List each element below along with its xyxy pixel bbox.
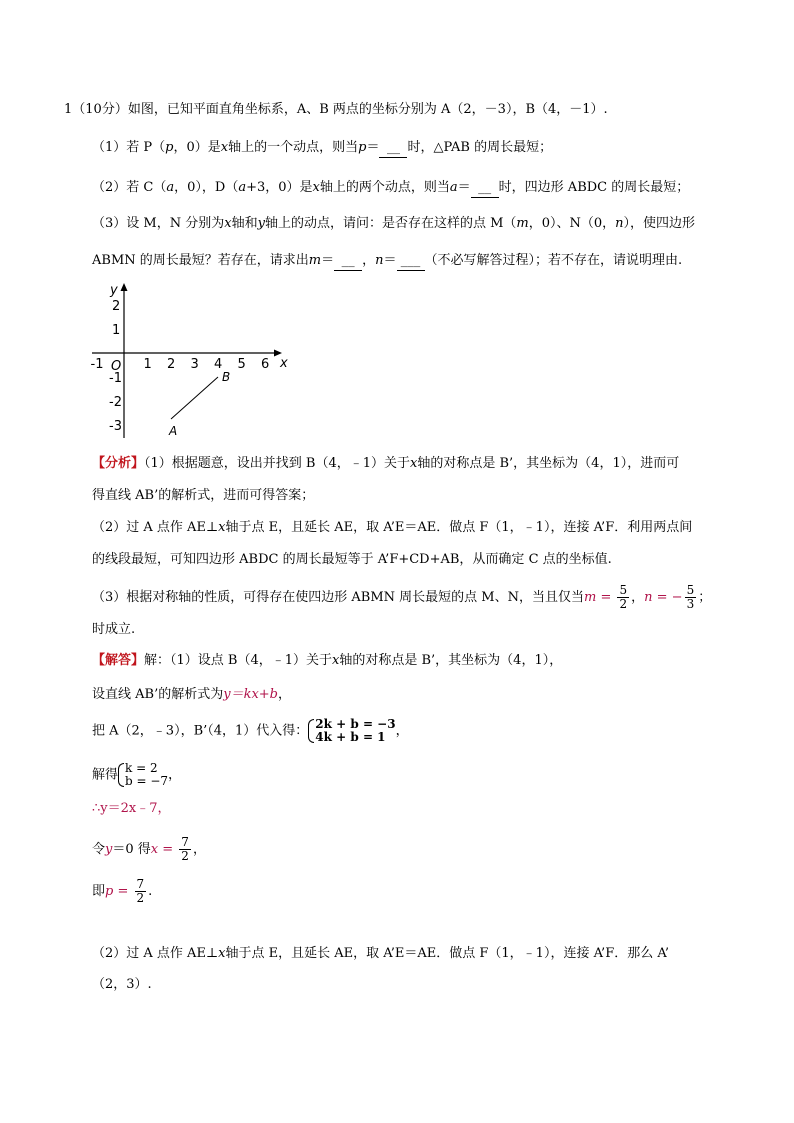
q2-text-a: （2）若 C（: [92, 180, 167, 195]
analysis-p1-line2: 得直线 AB’的解析式，进而可得答案；: [92, 488, 315, 503]
q3-var-m2: m: [308, 253, 322, 268]
q3-var-n: n: [615, 216, 624, 231]
analysis-line-1: [92, 455, 679, 473]
solution-s5: ∴y＝2x﹣7，: [92, 801, 171, 816]
x-tick-label: -1: [90, 357, 104, 372]
analysis-p2-x: x: [218, 520, 226, 535]
q1-var-p: p: [165, 140, 174, 155]
solution-s6-x: x: [150, 842, 159, 857]
q3-var-y: y: [257, 216, 265, 231]
question-3-line-1: [92, 215, 695, 233]
solution-s7-p: p: [105, 884, 114, 899]
solution-s3-system: [308, 718, 395, 744]
solution-s3-row2: 4k + b = 1: [315, 730, 386, 744]
q2-text-e: ＝: [457, 180, 471, 195]
solution-s8-a: （2）过 A 点作 AE⊥: [92, 946, 219, 961]
problem-header-text: 1（10分）如图，已知平面直角坐标系，A、B 两点的坐标分别为 A（2，－3），B（4，－1）.: [64, 102, 608, 117]
q3-text-c: 轴上的动点，请问：是否存在这样的点 M（: [264, 216, 517, 231]
solution-s6-y: y: [105, 842, 113, 857]
analysis-m-fraction: [617, 584, 629, 611]
solution-s1-x: x: [332, 653, 340, 668]
analysis-line-2: [92, 487, 314, 505]
solution-line-3: [92, 718, 409, 744]
solution-s6-denominator: 2: [181, 849, 189, 863]
solution-line-9: [92, 976, 152, 994]
solution-line-5: [92, 800, 171, 818]
q3-var-n2: n: [375, 253, 384, 268]
x-tick-label: 2: [167, 357, 176, 372]
q1-var-x: x: [220, 140, 229, 155]
q2-var-a2: a: [238, 180, 247, 195]
solution-s7-fraction: [135, 878, 147, 905]
q1-var-p2: p: [358, 140, 367, 155]
analysis-p3-eq1: =: [596, 590, 616, 605]
solution-s2-a: 设直线 AB’的解析式为: [92, 687, 224, 702]
solution-s4-system: [118, 762, 168, 788]
analysis-tag: 【分析】: [92, 456, 145, 471]
analysis-m-numerator: 5: [619, 583, 628, 597]
analysis-line-3: [92, 519, 692, 537]
solution-s6-b: ＝0 得: [112, 842, 151, 857]
analysis-p3-m: m: [583, 590, 597, 605]
analysis-line-4: [92, 551, 612, 569]
solution-line-8: [92, 945, 669, 963]
solution-tag: 【解答】: [92, 653, 145, 668]
solution-s3-end: ，: [395, 723, 409, 739]
solution-s1-b: 轴的对称点是 B’，其坐标为（4，1），: [339, 653, 563, 668]
analysis-n-fraction: [685, 584, 697, 611]
q2-text-b: ，0），D（: [174, 180, 239, 195]
q3-text-a: （3）设 M，N 分别为: [92, 216, 225, 231]
q3-text-i: ＝: [383, 253, 397, 268]
analysis-p1-b: 轴的对称点是 B’，其坐标为（4，1），进而可: [417, 456, 680, 471]
solution-s1: 解：（1）设点 B（4，﹣1）关于: [144, 653, 333, 668]
x-axis-label: x: [280, 356, 288, 371]
question-1: [92, 139, 552, 158]
solution-s6-fraction: [179, 836, 191, 863]
solution-line-1: [92, 652, 562, 670]
solution-s3-row1: 2k + b = −3: [315, 717, 396, 731]
y-tick-label: 1: [112, 323, 121, 338]
q1-text-e: 时，△PAB 的周长最短；: [407, 140, 553, 155]
q3-var-x: x: [224, 216, 232, 231]
y-tick-label: -3: [109, 419, 122, 434]
analysis-p1-x: x: [410, 456, 418, 471]
x-tick-label: 6: [261, 357, 270, 372]
q3-answer-blank-m: __: [334, 252, 362, 271]
x-tick-label: 3: [190, 357, 199, 372]
y-tick-label: -2: [109, 395, 122, 410]
solution-s6-eq: =: [158, 842, 178, 857]
y-tick-label: 2: [112, 299, 121, 314]
x-tick-label: 1: [143, 357, 152, 372]
q1-text-d: ＝: [366, 140, 380, 155]
q2-var-x: x: [312, 180, 320, 195]
origin-label: O: [111, 359, 122, 374]
analysis-line-6: [92, 621, 135, 639]
q1-text-c: 轴上的一个动点，则当: [228, 140, 359, 155]
analysis-p3-eq2: = −: [652, 590, 683, 605]
solution-line-7: [92, 878, 152, 905]
q3-text-j: （不必写解答过程）；若不存在，请说明理由.: [424, 253, 683, 268]
q3-text-e: ），使四边形: [623, 216, 696, 231]
solution-s4-row1: k = 2: [125, 761, 158, 775]
analysis-p1-a: （1）根据题意，设出并找到 B（4，﹣1）关于: [144, 456, 411, 471]
solution-s2-equation: y＝kx+b: [223, 687, 278, 702]
analysis-p3-comma: ，: [631, 590, 645, 605]
coordinate-graph: [84, 280, 294, 440]
analysis-p3-line2: 时成立.: [92, 622, 136, 637]
solution-s3-a: 把 A（2，﹣3），B’（4，1）代入得：: [92, 723, 309, 739]
solution-s4-end: ，: [168, 767, 182, 783]
analysis-line-5: [92, 584, 711, 611]
analysis-p2-line2: 的线段最短，可知四边形 ABDC 的周长最短等于 A’F+CD+AB，从而确定 C 点的坐标值.: [92, 552, 612, 567]
question-2: [92, 179, 689, 198]
solution-s6-numerator: 7: [181, 835, 189, 849]
analysis-p3-end: ；: [698, 590, 712, 605]
solution-s7-end: .: [148, 884, 153, 899]
analysis-n-numerator: 5: [686, 583, 695, 597]
q3-text-b: 轴和: [231, 216, 258, 231]
q3-var-m: m: [516, 216, 529, 231]
solution-s7-a: 即: [92, 884, 106, 899]
q2-text-c: +3，0）是: [246, 180, 313, 195]
q1-text-b: ，0）是: [173, 140, 221, 155]
question-3-line-2: [92, 252, 682, 271]
x-tick-label: 5: [237, 357, 246, 372]
solution-s8-x: x: [218, 946, 226, 961]
solution-s8-line2: （2，3）.: [92, 977, 152, 992]
point-b-label: B: [222, 370, 231, 384]
q2-text-d: 轴上的两个动点，则当: [319, 180, 450, 195]
solution-s7-eq: =: [113, 884, 133, 899]
analysis-n-denominator: 3: [686, 597, 695, 611]
y-tick-label: -1: [109, 371, 122, 386]
solution-line-4: [92, 762, 181, 788]
solution-line-6: [92, 836, 206, 863]
solution-s7-numerator: 7: [136, 877, 145, 891]
y-axis-label: y: [110, 283, 118, 298]
solution-s6-end: ，: [192, 842, 206, 857]
analysis-p3-n: n: [644, 590, 653, 605]
solution-s8-b: 轴于点 E，且延长 AE，取 A’E＝AE．做点 F（1，﹣1），连接 A’F．那么 A’: [225, 946, 669, 961]
q3-answer-blank-n: ___: [397, 252, 425, 271]
solution-s2-end: ，: [278, 687, 292, 702]
x-tick-label: 4: [214, 357, 223, 372]
problem-header: [64, 101, 608, 119]
q2-answer-blank: __: [471, 179, 499, 198]
solution-s4-row2: b = −7: [125, 774, 169, 788]
segment-ab: [171, 377, 218, 419]
analysis-p2-a: （2）过 A 点作 AE⊥: [92, 520, 219, 535]
analysis-p2-b: 轴于点 E，且延长 AE，取 A’E＝AE．做点 F（1，﹣1），连接 A’F．利用两点间: [225, 520, 693, 535]
q2-var-a3: a: [449, 180, 458, 195]
y-axis-arrow-icon: [121, 283, 128, 291]
q1-text-a: （1）若 P（: [92, 140, 166, 155]
solution-s6-a: 令: [92, 842, 106, 857]
point-a-label: A: [169, 424, 178, 438]
q3-text-g: ＝: [321, 253, 335, 268]
q3-text-h: ，: [362, 253, 376, 268]
q1-answer-blank: __: [379, 139, 407, 158]
solution-s7-denominator: 2: [136, 891, 145, 905]
q2-var-a: a: [166, 180, 175, 195]
analysis-p3-a: （3）根据对称轴的性质，可得存在使四边形 ABMN 周长最短的点 M、N，当且仅当: [92, 590, 584, 605]
solution-line-2: [92, 686, 291, 704]
q2-text-f: 时，四边形 ABDC 的周长最短；: [498, 180, 690, 195]
q3-text-d: ，0）、N（0，: [528, 216, 616, 231]
solution-s4-a: 解得: [92, 767, 119, 783]
q3-text-f: ABMN 的周长最短？若存在，请求出: [92, 253, 309, 268]
analysis-m-denominator: 2: [619, 597, 628, 611]
